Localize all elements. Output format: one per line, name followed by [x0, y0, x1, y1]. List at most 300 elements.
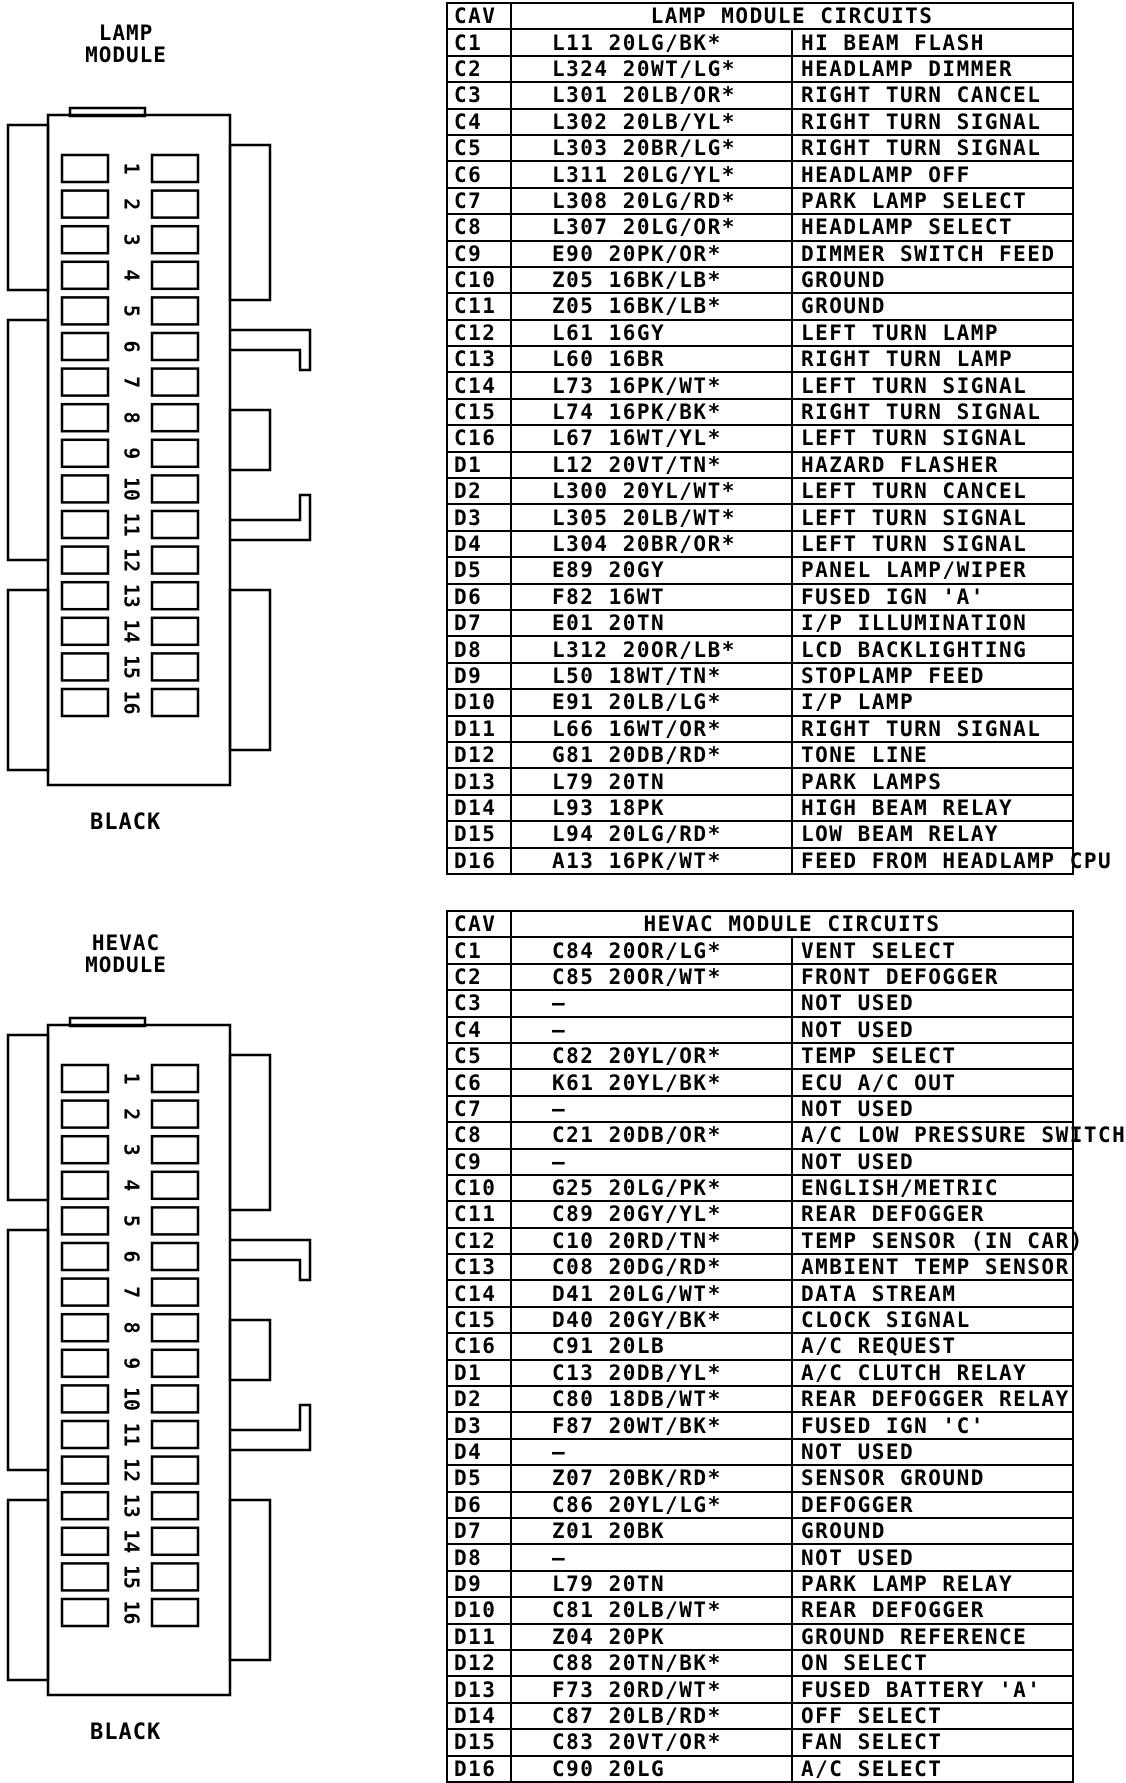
cav-cell: D7	[447, 610, 511, 636]
table-row	[447, 1465, 1073, 1491]
cavity-d	[152, 1172, 198, 1199]
table-row	[447, 1729, 1073, 1755]
wire-cell: G81 20DB/RD*	[511, 742, 792, 768]
wire-cell: C83 20VT/OR*	[511, 1729, 792, 1755]
table-row	[447, 1386, 1073, 1412]
cavity-c	[62, 1385, 108, 1412]
cavity-c	[62, 547, 108, 574]
table-row	[447, 188, 1073, 214]
function-cell: GROUND	[792, 1518, 1073, 1544]
cavity-d	[152, 1207, 198, 1234]
table-row	[447, 293, 1073, 319]
table-row	[447, 56, 1073, 82]
wire-cell: C10 20RD/TN*	[511, 1228, 792, 1254]
wire-cell: C21 20DB/OR*	[511, 1122, 792, 1148]
function-cell: TEMP SENSOR (IN CAR)	[792, 1228, 1073, 1254]
table-row	[447, 214, 1073, 240]
wire-cell: L308 20LG/RD*	[511, 188, 792, 214]
cavity-c	[62, 689, 108, 716]
connector-latch	[230, 330, 310, 370]
wire-cell: C81 20LB/WT*	[511, 1597, 792, 1623]
table-row	[447, 1439, 1073, 1465]
wire-cell: C13 20DB/YL*	[511, 1360, 792, 1386]
cav-cell: C7	[447, 188, 511, 214]
wire-cell: L305 20LB/WT*	[511, 504, 792, 530]
function-cell: ON SELECT	[792, 1650, 1073, 1676]
wire-cell: L311 20LG/YL*	[511, 161, 792, 187]
cav-cell: D4	[447, 1439, 511, 1465]
wire-cell: —	[511, 990, 792, 1016]
cav-cell: C1	[447, 937, 511, 963]
function-cell: REAR DEFOGGER	[792, 1201, 1073, 1227]
cav-cell: C13	[447, 1254, 511, 1280]
table-row	[447, 267, 1073, 293]
cavity-c	[62, 333, 108, 360]
function-cell: NOT USED	[792, 1439, 1073, 1465]
cavity-c	[62, 297, 108, 324]
cav-cell: D1	[447, 1360, 511, 1386]
wire-cell: L67 16WT/YL*	[511, 425, 792, 451]
table-row	[447, 689, 1073, 715]
wire-cell: C90 20LG	[511, 1756, 792, 1782]
function-cell: I/P ILLUMINATION	[792, 610, 1073, 636]
function-cell: CLOCK SIGNAL	[792, 1307, 1073, 1333]
table-row	[447, 1043, 1073, 1069]
cavity-d	[152, 404, 198, 431]
function-cell: VENT SELECT	[792, 937, 1073, 963]
cav-cell: C3	[447, 82, 511, 108]
function-cell: LEFT TURN SIGNAL	[792, 425, 1073, 451]
cav-cell: D14	[447, 1703, 511, 1729]
function-cell: LOW BEAM RELAY	[792, 821, 1073, 847]
lamp-connector-color: BLACK	[90, 810, 162, 835]
function-cell: GROUND REFERENCE	[792, 1624, 1073, 1650]
function-cell: RIGHT TURN SIGNAL	[792, 399, 1073, 425]
function-cell: TONE LINE	[792, 742, 1073, 768]
connector-latch-block	[230, 1320, 270, 1380]
wire-cell: —	[511, 1017, 792, 1043]
table-row	[447, 425, 1073, 451]
wire-cell: L50 18WT/TN*	[511, 663, 792, 689]
cavity-c	[62, 1243, 108, 1270]
table-row	[447, 135, 1073, 161]
cavity-c	[62, 155, 108, 182]
table-row	[447, 1676, 1073, 1702]
table-row	[447, 452, 1073, 478]
table-row	[447, 1333, 1073, 1359]
wire-cell: C85 20OR/WT*	[511, 964, 792, 990]
cav-cell: D16	[447, 848, 511, 874]
cavity-d	[152, 689, 198, 716]
cav-cell: C7	[447, 1096, 511, 1122]
cavity-d	[152, 1492, 198, 1519]
pin-number: 7	[119, 376, 144, 389]
cav-cell: D13	[447, 768, 511, 794]
wire-cell: L302 20LB/YL*	[511, 109, 792, 135]
hevac-circuits-table	[446, 910, 1126, 1783]
pin-number: 11	[119, 1422, 144, 1447]
wire-cell: L12 20VT/TN*	[511, 452, 792, 478]
cav-cell: D3	[447, 1412, 511, 1438]
cav-cell: C2	[447, 964, 511, 990]
cavity-c	[62, 1457, 108, 1484]
table-row	[447, 320, 1073, 346]
cav-cell: C1	[447, 29, 511, 55]
cavity-d	[152, 262, 198, 289]
wire-cell: L301 20LB/OR*	[511, 82, 792, 108]
wire-cell: C08 20DG/RD*	[511, 1254, 792, 1280]
connector-latch	[230, 1240, 310, 1280]
function-cell: NOT USED	[792, 1544, 1073, 1570]
lamp-circuits-table	[446, 2, 1113, 875]
hevac-module-title: HEVAC MODULE	[85, 931, 167, 977]
cavity-d	[152, 1243, 198, 1270]
cavity-c	[62, 440, 108, 467]
connector-latch	[230, 495, 310, 540]
wire-cell: C88 20TN/BK*	[511, 1650, 792, 1676]
cav-header: CAV	[447, 3, 511, 29]
cav-header: CAV	[447, 911, 511, 937]
cavity-d	[152, 618, 198, 645]
cavity-c	[62, 1207, 108, 1234]
table-row	[447, 82, 1073, 108]
wire-cell: L73 16PK/WT*	[511, 372, 792, 398]
table-row	[447, 1544, 1073, 1570]
wire-cell: L61 16GY	[511, 320, 792, 346]
wire-cell: Z04 20PK	[511, 1624, 792, 1650]
wire-cell: D41 20LG/WT*	[511, 1280, 792, 1306]
cavity-c	[62, 369, 108, 396]
wire-cell: F82 16WT	[511, 584, 792, 610]
function-cell: PANEL LAMP/WIPER	[792, 557, 1073, 583]
cav-cell: C12	[447, 320, 511, 346]
cavity-d	[152, 297, 198, 324]
table-row	[447, 1201, 1073, 1227]
pin-number: 8	[119, 411, 144, 424]
cavity-d	[152, 333, 198, 360]
cav-cell: D1	[447, 452, 511, 478]
wire-cell: —	[511, 1544, 792, 1570]
table-row	[447, 504, 1073, 530]
cav-cell: C6	[447, 1069, 511, 1095]
function-cell: STOPLAMP FEED	[792, 663, 1073, 689]
table-row	[447, 1307, 1073, 1333]
table-row	[447, 1756, 1073, 1782]
pin-number: 4	[119, 269, 144, 282]
table-row	[447, 1175, 1073, 1201]
cavity-c	[62, 1172, 108, 1199]
function-cell: FUSED IGN 'C'	[792, 1412, 1073, 1438]
pin-number: 13	[119, 1493, 144, 1518]
wire-cell: Z07 20BK/RD*	[511, 1465, 792, 1491]
function-cell: AMBIENT TEMP SENSOR	[792, 1254, 1073, 1280]
cavity-c	[62, 1279, 108, 1306]
function-cell: GROUND	[792, 293, 1073, 319]
connector-left-rail	[8, 320, 48, 560]
wire-cell: C86 20YL/LG*	[511, 1492, 792, 1518]
table-row	[447, 1492, 1073, 1518]
table-row	[447, 964, 1073, 990]
cavity-d	[152, 1457, 198, 1484]
table-row	[447, 1597, 1073, 1623]
wire-cell: L312 20OR/LB*	[511, 636, 792, 662]
table-row	[447, 399, 1073, 425]
cavity-d	[152, 1563, 198, 1590]
cavity-d	[152, 440, 198, 467]
cavity-d	[152, 1528, 198, 1555]
pin-number: 16	[119, 1600, 144, 1625]
cavity-d	[152, 155, 198, 182]
function-cell: A/C LOW PRESSURE SWITCH	[792, 1122, 1073, 1148]
wire-cell: C84 20OR/LG*	[511, 937, 792, 963]
pin-number: 9	[119, 1357, 144, 1370]
table-row	[447, 1280, 1073, 1306]
pin-number: 2	[119, 198, 144, 211]
table-row	[447, 821, 1073, 847]
cav-cell: C14	[447, 1280, 511, 1306]
cav-cell: D13	[447, 1676, 511, 1702]
cavity-c	[62, 511, 108, 538]
wire-cell: Z05 16BK/LB*	[511, 267, 792, 293]
function-cell: REAR DEFOGGER RELAY	[792, 1386, 1073, 1412]
cav-cell: D8	[447, 1544, 511, 1570]
table-row	[447, 795, 1073, 821]
wire-cell: L324 20WT/LG*	[511, 56, 792, 82]
function-cell: TEMP SELECT	[792, 1043, 1073, 1069]
wire-cell: E89 20GY	[511, 557, 792, 583]
cavity-c	[62, 653, 108, 680]
table-row	[447, 742, 1073, 768]
cavity-d	[152, 226, 198, 253]
table-row	[447, 1254, 1073, 1280]
table-row	[447, 1017, 1073, 1043]
cav-cell: C16	[447, 425, 511, 451]
function-cell: A/C CLUTCH RELAY	[792, 1360, 1073, 1386]
function-cell: NOT USED	[792, 990, 1073, 1016]
table-row	[447, 663, 1073, 689]
table-row	[447, 1360, 1073, 1386]
cav-cell: D15	[447, 821, 511, 847]
pin-number: 11	[119, 512, 144, 537]
cav-cell: C8	[447, 1122, 511, 1148]
function-cell: LEFT TURN SIGNAL	[792, 531, 1073, 557]
function-cell: DIMMER SWITCH FEED	[792, 241, 1073, 267]
pin-number: 8	[119, 1321, 144, 1334]
cav-cell: C8	[447, 214, 511, 240]
connector-latch	[230, 1405, 310, 1450]
wire-cell: L94 20LG/RD*	[511, 821, 792, 847]
cav-cell: D15	[447, 1729, 511, 1755]
cav-cell: D12	[447, 1650, 511, 1676]
cavity-c	[62, 1314, 108, 1341]
pin-number: 15	[119, 654, 144, 679]
hevac-connector-color: BLACK	[90, 1720, 162, 1745]
cav-cell: C15	[447, 1307, 511, 1333]
cavity-c	[62, 1065, 108, 1092]
function-cell: NOT USED	[792, 1096, 1073, 1122]
connector-latch-block	[230, 410, 270, 470]
function-cell: HEADLAMP OFF	[792, 161, 1073, 187]
function-cell: PARK LAMPS	[792, 768, 1073, 794]
cavity-d	[152, 1136, 198, 1163]
wire-cell: D40 20GY/BK*	[511, 1307, 792, 1333]
function-cell: DATA STREAM	[792, 1280, 1073, 1306]
cav-cell: C16	[447, 1333, 511, 1359]
wire-cell: L66 16WT/OR*	[511, 716, 792, 742]
wire-cell: Z05 16BK/LB*	[511, 293, 792, 319]
cav-cell: C5	[447, 135, 511, 161]
cav-cell: C10	[447, 1175, 511, 1201]
cav-cell: C6	[447, 161, 511, 187]
wire-cell: L304 20BR/OR*	[511, 531, 792, 557]
wire-cell: E90 20PK/OR*	[511, 241, 792, 267]
cav-cell: C9	[447, 1149, 511, 1175]
pin-number: 4	[119, 1179, 144, 1192]
table-row	[447, 1096, 1073, 1122]
cavity-c	[62, 1492, 108, 1519]
function-cell: GROUND	[792, 267, 1073, 293]
hevac-connector-drawing	[0, 910, 330, 1710]
wire-cell: L79 20TN	[511, 768, 792, 794]
cavity-c	[62, 1350, 108, 1377]
function-cell: RIGHT TURN SIGNAL	[792, 109, 1073, 135]
function-cell: NOT USED	[792, 1149, 1073, 1175]
pin-number: 14	[119, 1529, 144, 1554]
cav-cell: C9	[447, 241, 511, 267]
pin-number: 3	[119, 1143, 144, 1156]
table-row	[447, 1624, 1073, 1650]
wire-cell: Z01 20BK	[511, 1518, 792, 1544]
connector-left-rail	[8, 1035, 48, 1200]
wire-cell: L79 20TN	[511, 1571, 792, 1597]
lamp-module-title: LAMP MODULE	[85, 21, 167, 67]
table-row	[447, 1122, 1073, 1148]
wire-cell: L93 18PK	[511, 795, 792, 821]
cavity-d	[152, 547, 198, 574]
table-row	[447, 29, 1073, 55]
cavity-c	[62, 191, 108, 218]
pin-number: 3	[119, 233, 144, 246]
cav-cell: D8	[447, 636, 511, 662]
cavity-c	[62, 475, 108, 502]
function-cell: DEFOGGER	[792, 1492, 1073, 1518]
function-cell: FEED FROM HEADLAMP CPU	[792, 848, 1073, 874]
connector-right-rail	[230, 145, 270, 300]
cavity-d	[152, 191, 198, 218]
table-title: HEVAC MODULE CIRCUITS	[511, 911, 1073, 937]
table-row	[447, 161, 1073, 187]
function-cell: PARK LAMP SELECT	[792, 188, 1073, 214]
function-cell: LEFT TURN SIGNAL	[792, 504, 1073, 530]
cav-cell: D4	[447, 531, 511, 557]
function-cell: RIGHT TURN CANCEL	[792, 82, 1073, 108]
connector-left-rail	[8, 1500, 48, 1680]
table-row	[447, 478, 1073, 504]
cav-cell: C5	[447, 1043, 511, 1069]
function-cell: RIGHT TURN SIGNAL	[792, 716, 1073, 742]
table-row	[447, 1069, 1073, 1095]
wire-cell: L60 16BR	[511, 346, 792, 372]
wire-cell: L307 20LG/OR*	[511, 214, 792, 240]
function-cell: RIGHT TURN LAMP	[792, 346, 1073, 372]
table-row	[447, 768, 1073, 794]
function-cell: HI BEAM FLASH	[792, 29, 1073, 55]
pin-number: 16	[119, 690, 144, 715]
wire-cell: L11 20LG/BK*	[511, 29, 792, 55]
cavity-d	[152, 1421, 198, 1448]
cavity-c	[62, 1136, 108, 1163]
cavity-d	[152, 475, 198, 502]
cav-cell: D6	[447, 584, 511, 610]
cav-cell: D2	[447, 1386, 511, 1412]
table-row	[447, 1518, 1073, 1544]
cavity-d	[152, 1065, 198, 1092]
cavity-c	[62, 1421, 108, 1448]
pin-number: 7	[119, 1286, 144, 1299]
cav-cell: C12	[447, 1228, 511, 1254]
cav-cell: D9	[447, 663, 511, 689]
wire-cell: —	[511, 1439, 792, 1465]
cav-cell: C3	[447, 990, 511, 1016]
cav-cell: D9	[447, 1571, 511, 1597]
cavity-d	[152, 653, 198, 680]
cavity-d	[152, 1101, 198, 1128]
connector-right-rail	[230, 1055, 270, 1210]
cavity-c	[62, 404, 108, 431]
cav-cell: D5	[447, 1465, 511, 1491]
cavity-c	[62, 582, 108, 609]
table-row	[447, 848, 1073, 874]
cav-cell: C14	[447, 372, 511, 398]
cav-cell: D6	[447, 1492, 511, 1518]
table-header-row	[447, 3, 1073, 29]
cav-cell: D10	[447, 1597, 511, 1623]
function-cell: LEFT TURN CANCEL	[792, 478, 1073, 504]
cavity-d	[152, 369, 198, 396]
cavity-d	[152, 1314, 198, 1341]
cav-cell: C4	[447, 109, 511, 135]
pin-number: 15	[119, 1564, 144, 1589]
pin-number: 6	[119, 340, 144, 353]
table-row	[447, 636, 1073, 662]
table-row	[447, 1703, 1073, 1729]
connector-right-rail	[230, 590, 270, 750]
cav-cell: C13	[447, 346, 511, 372]
cav-cell: D14	[447, 795, 511, 821]
cav-cell: D16	[447, 1756, 511, 1782]
function-cell: A/C SELECT	[792, 1756, 1073, 1782]
wire-cell: C87 20LB/RD*	[511, 1703, 792, 1729]
table-row	[447, 1228, 1073, 1254]
wire-cell: G25 20LG/PK*	[511, 1175, 792, 1201]
table-row	[447, 610, 1073, 636]
wire-cell: L303 20BR/LG*	[511, 135, 792, 161]
cav-cell: C11	[447, 1201, 511, 1227]
function-cell: HAZARD FLASHER	[792, 452, 1073, 478]
cavity-c	[62, 618, 108, 645]
cav-cell: D5	[447, 557, 511, 583]
table-row	[447, 1149, 1073, 1175]
wire-cell: E91 20LB/LG*	[511, 689, 792, 715]
table-row	[447, 557, 1073, 583]
cav-cell: C4	[447, 1017, 511, 1043]
table-title: LAMP MODULE CIRCUITS	[511, 3, 1073, 29]
cavity-d	[152, 1279, 198, 1306]
table-row	[447, 346, 1073, 372]
wire-cell: L74 16PK/BK*	[511, 399, 792, 425]
pin-number: 5	[119, 1214, 144, 1227]
wire-cell: C89 20GY/YL*	[511, 1201, 792, 1227]
